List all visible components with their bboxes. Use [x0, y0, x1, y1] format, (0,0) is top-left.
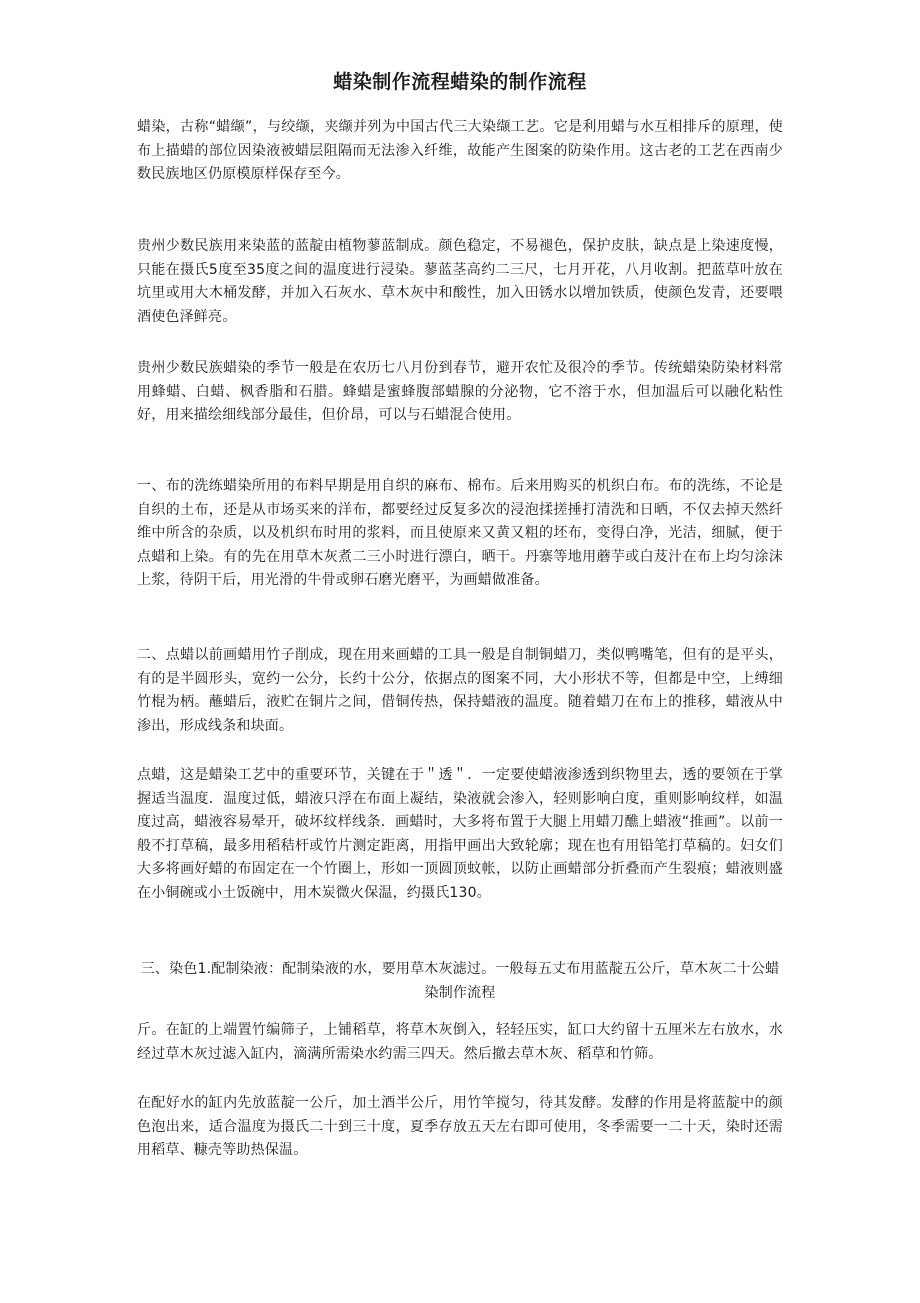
paragraph-indigo: 贵州少数民族用来染蓝的蓝靛由植物蓼蓝制成。颜色稳定，不易褪色，保护皮肤，缺点是上染速度慢，只能在摄氏5度至35度之间的温度进行浸染。蓼蓝茎高约二三尺，七月开花，八月收割。把蓝草叶放在坑里或用大木桶发酵，并加入石灰水、草木灰中和酸性，加入田锈水以增加铁质，使颜色发青，还要喂酒使色泽鲜亮。 [137, 238, 783, 325]
paragraph-intro: 蜡染，古称“蜡缬”，与绞缬，夹缬并列为中国古代三大染缬工艺。它是利用蜡与水互相排斥的原理，使布上描蜡的部位因染液被蜡层阻隔而无法渗入纤维，故能产生图案的防染作用。这古老的工艺在西南少数民族地区仍原模原样保存至今。 [137, 119, 783, 182]
paragraph-dye-filter: 斤。在缸的上端置竹编筛子，上铺稻草，将草木灰倒入，轻轻压实，缸口大约留十五厘米左右放水，水经过草木灰过滤入缸内，滴满所需染水约需三四天。然后撤去草木灰、稻草和竹筛。 [137, 1022, 783, 1062]
paragraph-step1-cloth: 一、布的洗练蜡染所用的布料早期是用自织的麻布、棉布。后来用购买的机织白布。布的洗练，不论是自织的土布，还是从市场买来的洋布，都要经过反复多次的浸泡揉搓捶打清洗和日晒，不仅去掉天然纤维中所含的杂质，以及机织布时用的浆料，而且使原来又黄又粗的坯布，变得白净，光洁，细腻，便于点蜡和上染。有的先在用草木灰煮二三小时进行漂白，晒干。丹寨等地用蘑芋或白芨汁在布上均匀涂沫上浆，待阴干后，用光滑的牛骨或卵石磨光磨平，为画蜡做准备。 [137, 478, 783, 588]
paragraph-waxing: 点蜡，这是蜡染工艺中的重要环节，关键在于＂透＂．一定要使蜡液渗透到织物里去，透的要领在于掌握适当温度．温度过低，蜡液只浮在布面上凝结，染液就会渗入，轻则影响白度，重则影响纹样，如温度过高，蜡液容易晕开，破坏纹样线条．画蜡时，大多将布置于大腿上用蜡刀醮上蜡液“推画”。以前一般不打草稿，最多用稻秸杆或竹片测定距离，用指甲画出大致轮廓；现在也有用铅笔打草稿的。妇女们大多将画好蜡的布固定在一个竹圈上，形如一顶圆顶蚊帐，以防止画蜡部分折叠而产生裂痕；蜡液则盛在小铜碗或小土饭碗中，用木炭微火保温，约摄氏130。 [137, 767, 783, 901]
document-title: 蜡染制作流程蜡染的制作流程 [333, 71, 587, 93]
paragraph-step3-dye: 三、染色1.配制染液：配制染液的水，要用草木灰滤过。一般每五丈布用蓝靛五公斤，草木灰二十公蜡染制作流程 [140, 961, 780, 1001]
paragraph-season: 贵州少数民族蜡染的季节一般是在农历七八月份到春节，避开农忙及很冷的季节。传统蜡染防染材料常用蜂蜡、白蜡、枫香脂和石腊。蜂蜡是蜜蜂腹部蜡腺的分泌物，它不溶于水，但加温后可以融化粘性好，用来描绘细线部分最佳，但价昂，可以与石蜡混合使用。 [137, 360, 783, 423]
paragraph-step2-wax-tool: 二、点蜡以前画蜡用竹子削成，现在用来画蜡的工具一般是自制铜蜡刀，类似鸭嘴笔，但有的是平头，有的是半圆形头，宽约一公分，长约十公分，依据点的图案不同，大小形状不等，但都是中空，上缚细竹棍为柄。蘸蜡后，液贮在铜片之间，借铜传热，保持蜡液的温度。随着蜡刀在布上的推移，蜡液从中渗出，形成线条和块面。 [137, 647, 783, 734]
paragraph-fermentation: 在配好水的缸内先放蓝靛一公斤，加土酒半公斤，用竹竿搅匀，待其发酵。发酵的作用是将蓝靛中的颜色泡出来，适合温度为摄氏二十到三十度，夏季存放五天左右即可使用，冬季需要一二十天，染时还需用稻草、糠壳等助热保温。 [137, 1095, 783, 1158]
